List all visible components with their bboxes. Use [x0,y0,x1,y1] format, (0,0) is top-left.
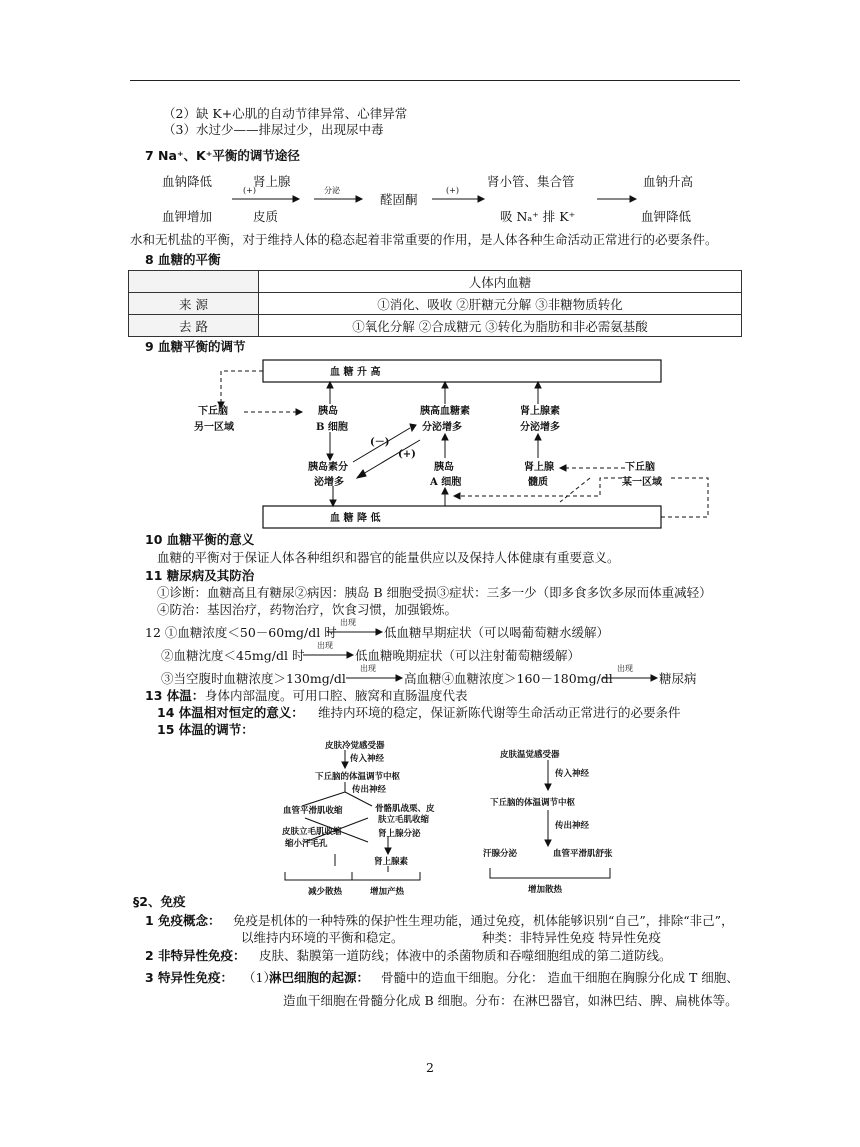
page-number: 2 [426,1060,434,1075]
diagram-label: 另一区域 [194,422,234,433]
table-cell: 来 源 [129,293,259,315]
diagram-label: A 细胞 [430,477,462,488]
diagram-label: 下丘脑 [625,462,655,473]
text-line: 维持内环境的稳定，保证新陈代谢等生命活动正常进行的必要条件 [318,705,681,720]
diagram-label: 肾上腺素 [374,857,409,867]
diagram-label: 传入神经 [555,769,590,779]
diagram-label: 增加产热 [370,887,405,897]
arrow-label: 出现 [317,641,333,650]
diagram-label: 下丘脑的体温调节中枢 [490,798,576,808]
arrow-label: 分泌 [324,186,340,195]
diagram-label: (+) [398,449,416,460]
diagram-label: 分泌增多 [422,422,462,433]
diagram-top-label: 血 糖 升 高 [330,367,381,378]
text-line: 皮肤、黏膜第一道防线；体液中的杀菌物质和吞噬细胞组成的第二道防线。 [259,948,672,963]
text-line: 低血糖早期症状（可以喝葡萄糖水缓解） [384,625,610,640]
text-line: 骨髓中的造血干细胞。分化： 造血干细胞在胸腺分化成 T 细胞、 [381,970,739,985]
k-high: 血钾增加 [162,209,213,224]
diagram-bottom-label: 血 糖 降 低 [330,513,381,524]
diagram-label: B 细胞 [316,422,348,433]
diagram-label: 胰岛 [434,462,454,473]
diagram-label: 血管平滑肌舒张 [553,849,613,859]
section-heading: 3 特异性免疫： [145,970,234,985]
diagram-label: 肾上腺 [524,462,554,473]
text-line: ②血糖沈度＜45mg/dl 时 [161,648,305,663]
na-low: 血钠降低 [162,174,213,189]
diagram-label: 下丘脑 [198,406,228,417]
diagram-label: 汗腺分泌 [483,849,518,859]
section-heading: 11 糖尿病及其防治 [145,568,255,583]
table-cell: ①消化、吸收 ②肝糖元分解 ③非糖物质转化 [259,293,742,315]
diagram-label: 泌增多 [314,477,344,488]
diagram-label: 肤立毛肌收缩 [378,815,430,825]
diagram-label: 血管平滑肌收缩 [283,806,343,816]
section-heading: 7 Na⁺、K⁺平衡的调节途径 [145,148,300,163]
diagram-label: 肾上腺素 [520,406,560,417]
diagram-label: 传出神经 [352,785,387,795]
section-heading: 9 血糖平衡的调节 [145,339,246,354]
section-heading: 2 非特异性免疫： [145,948,246,963]
section-heading: 15 体温的调节： [157,722,254,737]
diagram-label: 传入神经 [350,754,385,764]
section-heading: 10 血糖平衡的意义 [145,532,255,547]
na-up: 血钠升高 [643,174,694,189]
diagram-label: 下丘脑的体温调节中枢 [315,772,401,782]
text-line: 糖尿病 [659,671,697,686]
section-heading: 1 免疫概念： [145,913,221,928]
aldosterone: 醛固酮 [380,192,418,207]
text-line: 以维持内环境的平衡和稳定。 [241,930,404,945]
text-line: （3）水过少——排尿过少，出现尿中毒 [163,122,384,137]
k-down: 血钾降低 [641,209,692,224]
diagram-label: 某一区域 [622,477,662,488]
diagram-label: 增加散热 [528,885,563,895]
text-line: （1） [243,970,276,985]
diagram-label: 髓质 [528,477,548,488]
text-line: 造血干细胞在骨髓分化成 B 细胞。分布：在淋巴器官，如淋巴结、脾、扁桃体等。 [283,993,738,1008]
section-heading: 13 体温： [145,688,205,703]
diagram-label: 传出神经 [555,821,590,831]
section-heading: §2、免疫 [133,894,186,909]
diagram-label: 皮肤立毛肌收缩 [282,827,342,837]
cortex: 皮质 [253,209,279,224]
diagram-label: 分泌增多 [520,422,560,433]
arrow-label: 出现 [360,664,376,673]
section-heading: 8 血糖的平衡 [145,252,221,267]
text-line: 血糖的平衡对于保证人体各种组织和器官的能量供应以及保持人体健康有重要意义。 [157,550,620,565]
diagram-label: 皮肤温觉感受器 [500,750,560,760]
diagram-label: 骨骼肌战栗、皮 [375,804,435,814]
text-line: 种类：非特异性免疫 特异性免疫 [482,930,661,945]
text-line: ①诊断：血糖高且有糖尿②病因：胰岛 B 细胞受损③症状：三多一少（即多食多饮多尿而体重减轻） [157,585,712,600]
text-line: 免疫是机体的一种特殊的保护性生理功能，通过免疫，机体能够识别“自己”，排除“非己”， [233,913,734,928]
diagram-label: 胰高血糖素 [420,406,470,417]
text-line: （2）缺 K+心肌的自动节律异常、心律异常 [163,106,408,121]
water-salt-paragraph: 水和无机盐的平衡，对于维持人体的稳态起着非常重要的作用，是人体各种生命活动正常进行的必要条件。 [130,232,718,247]
arrow-label: 出现 [617,664,633,673]
diagram-label: 皮肤冷觉感受器 [325,741,385,751]
table-cell: ①氧化分解 ②合成糖元 ③转化为脂肪和非必需氨基酸 [259,315,742,337]
arrow-label: (+) [243,186,256,195]
diagram-label: 胰岛素分 [308,462,348,473]
text-line: 高血糖④血糖浓度＞160－180mg/dl [404,671,613,686]
diagram-label: 肾上腺分泌 [378,829,421,839]
absorb: 吸 Nₐ⁺ 排 K⁺ [500,209,576,224]
section-heading: 14 体温相对恒定的意义： [157,705,304,720]
table-header: 人体内血糖 [259,271,742,293]
diagram-label: 缩小汗毛孔 [285,839,328,849]
diagram-label: 减少散热 [308,887,343,897]
tubule: 肾小管、集合管 [487,174,575,189]
table-cell: 去 路 [129,315,259,337]
text-line: ④防治：基因治疗，药物治疗，饮食习惯，加强锻炼。 [157,602,458,617]
text-line: ③当空腹时血糖浓度＞130mg/dl [161,671,346,686]
arrow-label: 出现 [340,618,356,627]
diagram-label: (－) [370,437,390,448]
section-heading: 淋巴细胞的起源： [269,970,370,985]
text-line: 身体内部温度。可用口腔、腋窝和直肠温度代表 [205,688,468,703]
adrenal: 肾上腺 [253,174,291,189]
text-line: 低血糖晚期症状（可以注射葡萄糖缓解） [355,648,581,663]
text-line: 12 ①血糖浓度＜50－60mg/dl 时 [145,625,337,640]
arrow-label: (+) [446,186,459,195]
diagram-label: 胰岛 [318,406,338,417]
